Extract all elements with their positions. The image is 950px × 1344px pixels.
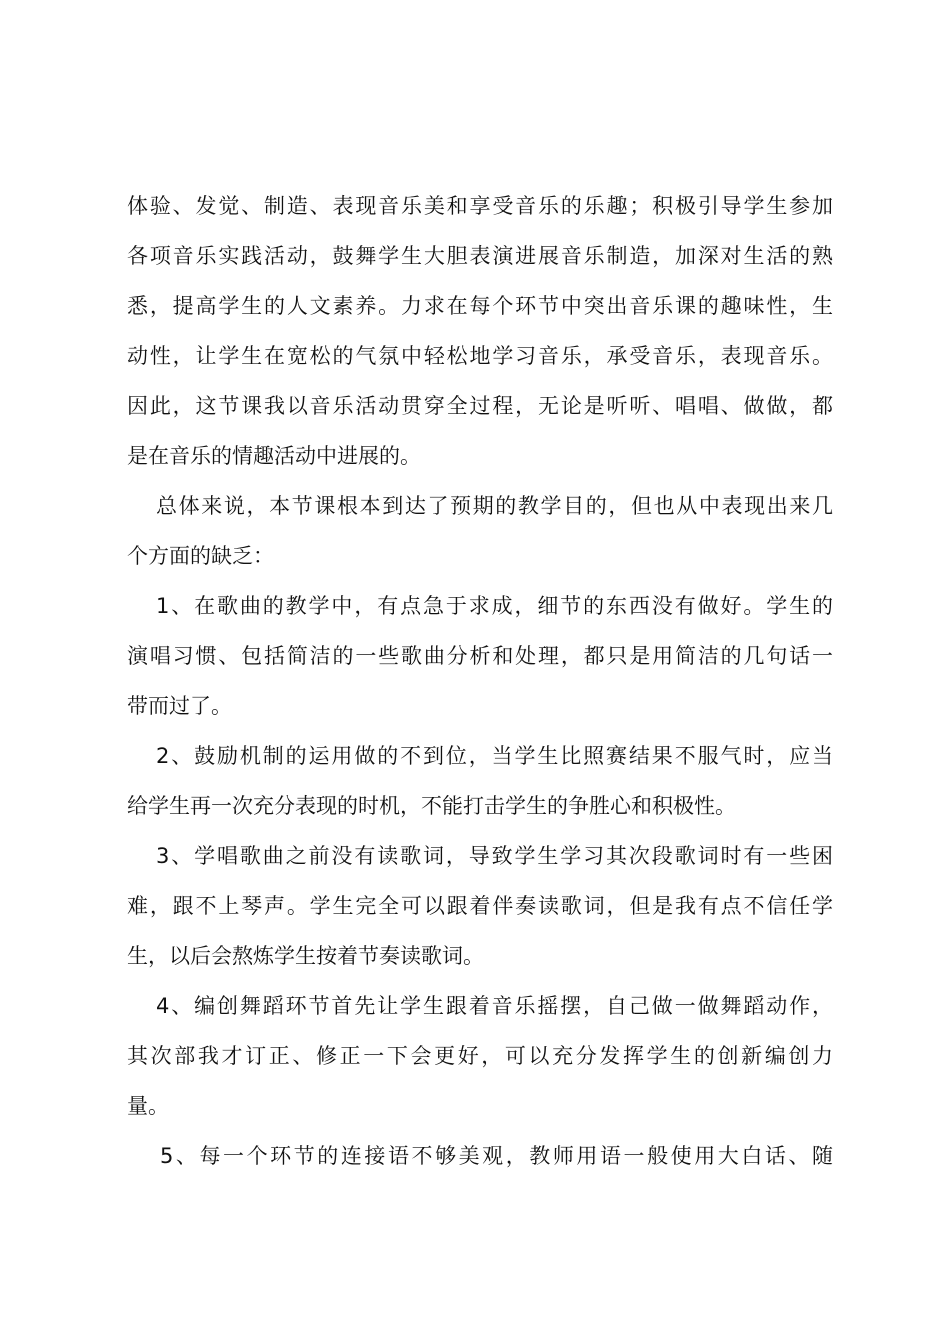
text-line: 各项音乐实践活动，鼓舞学生大胆表演进展音乐制造，加深对生活的熟 (127, 244, 833, 268)
paragraph (127, 481, 833, 581)
paragraph (127, 581, 833, 731)
text-line: 1、在歌曲的教学中，有点急于求成，细节的东西没有做好。学生的 (156, 594, 833, 618)
text-line: 是在音乐的情趣活动中进展的。 (127, 444, 421, 468)
text-line: 体验、发觉、制造、表现音乐美和享受音乐的乐趣；积极引导学生参加 (127, 194, 833, 218)
text-line: 量。 (127, 1094, 169, 1118)
paragraph (127, 181, 833, 481)
text-line: 带而过了。 (127, 694, 232, 718)
paragraph (127, 981, 833, 1131)
text-line: 2、鼓励机制的运用做的不到位，当学生比照赛结果不服气时，应当 (156, 744, 833, 768)
text-line: 其次部我才订正、修正一下会更好，可以充分发挥学生的创新编创力 (127, 1044, 833, 1068)
text-line: 3、学唱歌曲之前没有读歌词，导致学生学习其次段歌词时有一些困 (156, 844, 833, 868)
document-body (127, 181, 833, 1181)
paragraph (127, 731, 833, 831)
text-line: 生，以后会熬炼学生按着节奏读歌词。 (127, 944, 484, 968)
text-line: 动性，让学生在宽松的气氛中轻松地学习音乐，承受音乐，表现音乐。 (127, 344, 833, 368)
text-line: 演唱习惯、包括简洁的一些歌曲分析和处理，都只是用简洁的几句话一 (127, 644, 833, 668)
text-line: 总体来说，本节课根本到达了预期的教学目的，但也从中表现出来几 (156, 494, 833, 518)
text-line: 悉，提高学生的人文素养。力求在每个环节中突出音乐课的趣味性，生 (127, 294, 833, 318)
paragraph (127, 1131, 833, 1181)
text-line: 4、编创舞蹈环节首先让学生跟着音乐摇摆，自己做一做舞蹈动作， (156, 994, 833, 1018)
text-line: 5、每一个环节的连接语不够美观，教师用语一般使用大白话、随 (160, 1144, 833, 1168)
text-line: 给学生再一次充分表现的时机，不能打击学生的争胜心和积极性。 (127, 794, 736, 818)
text-line: 难，跟不上琴声。学生完全可以跟着伴奏读歌词，但是我有点不信任学 (127, 894, 833, 918)
paragraph (127, 831, 833, 981)
text-line: 因此，这节课我以音乐活动贯穿全过程，无论是听听、唱唱、做做，都 (127, 394, 833, 418)
text-line: 个方面的缺乏： (127, 544, 274, 568)
